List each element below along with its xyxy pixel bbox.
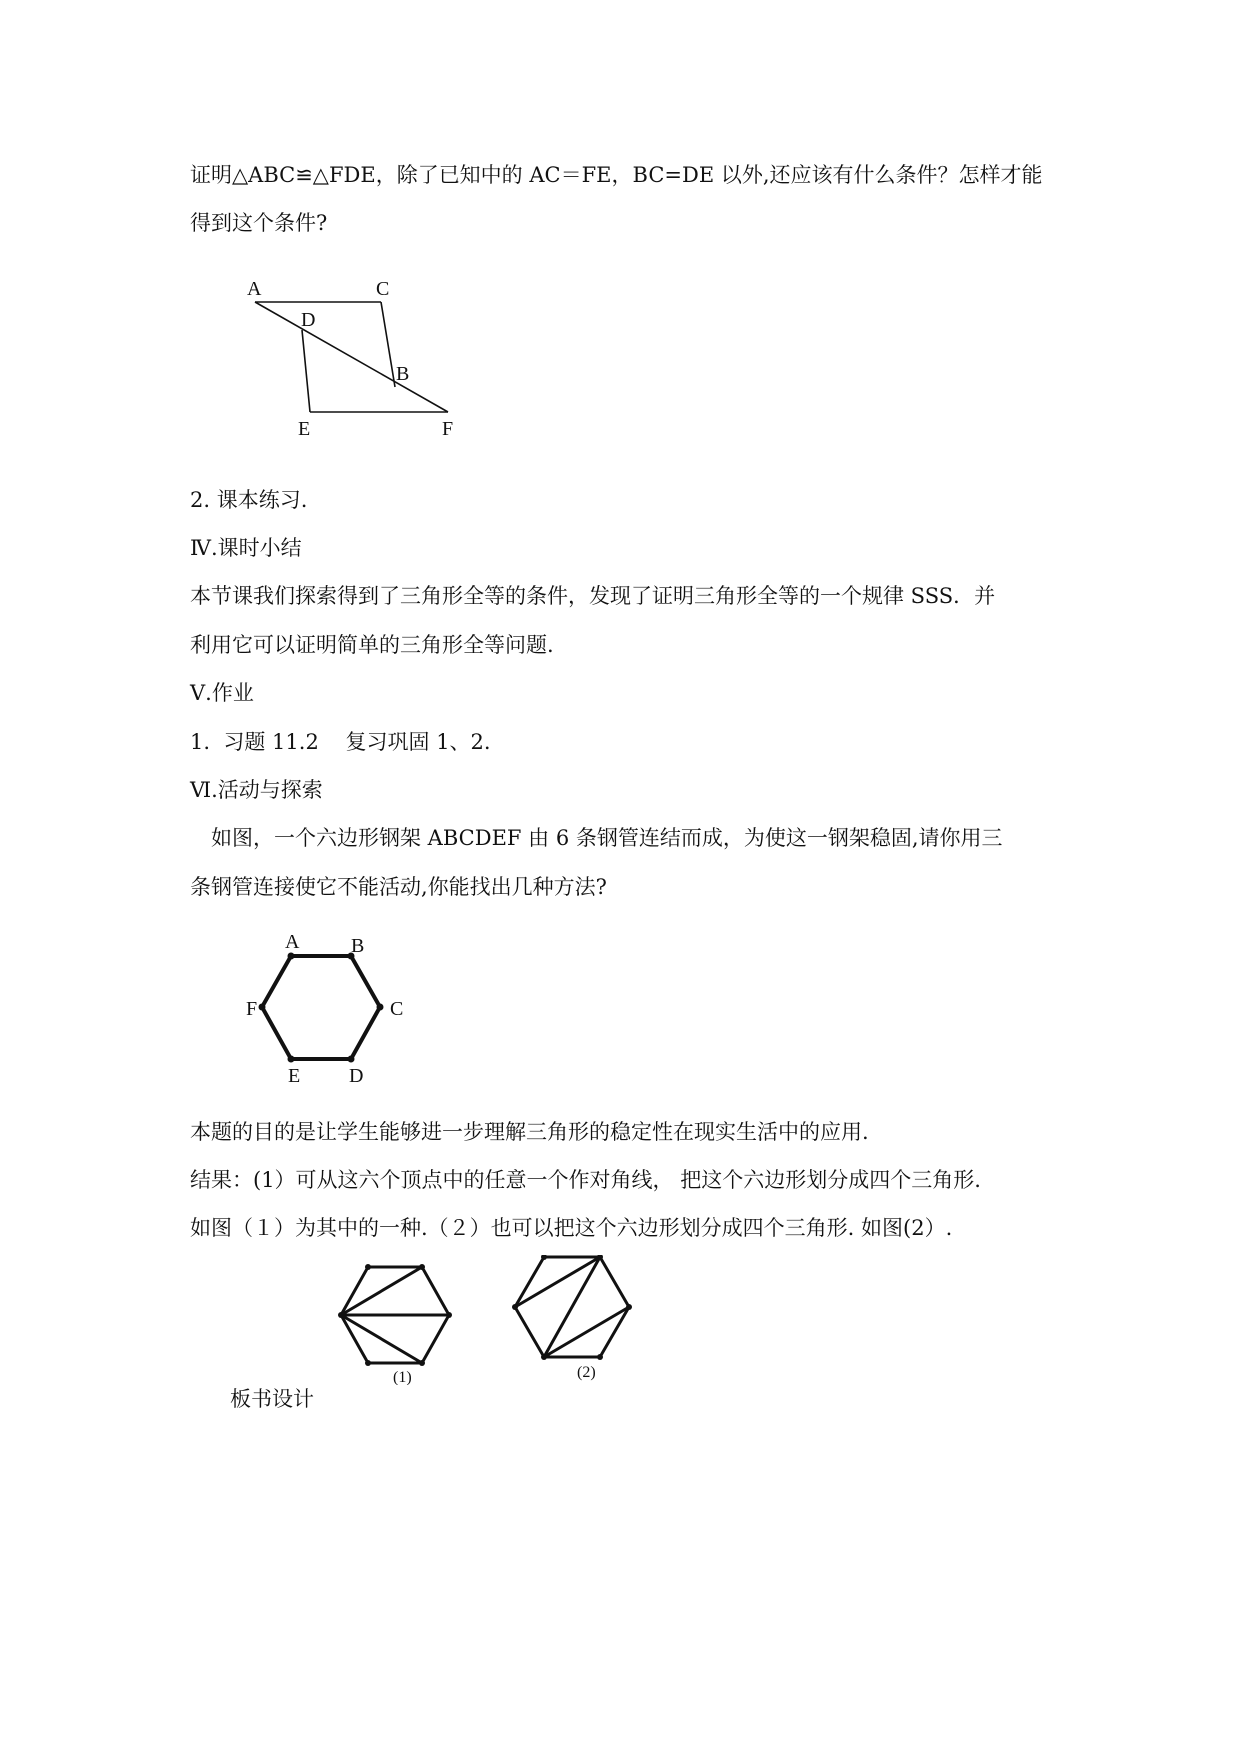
section-4-heading: Ⅳ.课时小结 (190, 536, 302, 560)
section-6-heading: Ⅵ.活动与探索 (190, 778, 323, 802)
hex-label-A: A (285, 931, 300, 953)
hex-label-E: E (288, 1065, 301, 1087)
label-B: B (396, 363, 410, 385)
activity-text-line2: 条钢管连接使它不能活动,你能找出几种方法? (190, 875, 607, 899)
triangulated-hexagons-figure (325, 1255, 670, 1385)
label-D: D (301, 309, 316, 331)
label-E: E (298, 418, 311, 440)
result-line1: 结果：(1）可从这六个顶点中的任意一个作对角线， 把这个六边形划分成四个三角形. (190, 1168, 981, 1192)
hex-label-B: B (351, 935, 365, 957)
hex-label-D: D (349, 1065, 364, 1087)
hexagon-figure (240, 930, 420, 1090)
triangles-figure (230, 270, 470, 450)
label-A: A (247, 278, 262, 300)
section-5-heading: Ⅴ.作业 (190, 681, 254, 705)
result-line2: 如图（１）为其中的一种.（２）也可以把这个六边形划分成四个三角形. 如图(2）. (190, 1216, 953, 1240)
label-C: C (376, 278, 390, 300)
purpose-text: 本题的目的是让学生能够进一步理解三角形的稳定性在现实生活中的应用. (190, 1120, 869, 1144)
hex-label-C: C (390, 998, 404, 1020)
caption-2: (2) (577, 1364, 596, 1381)
problem-text-line1: 证明△ABC≌△FDE，除了已知中的 AC＝FE，BC=DE 以外,还应该有什么条件？怎样才能 (190, 163, 1043, 187)
problem-text-line2: 得到这个条件? (190, 211, 328, 235)
hex-label-F: F (246, 998, 258, 1020)
activity-text-line1: 如图，一个六边形钢架 ABCDEF 由 6 条钢管连结而成，为使这一钢架稳固,请你用三 (190, 826, 1003, 850)
board-design-heading: 板书设计 (230, 1387, 314, 1411)
item-2: 2. 课本练习. (190, 488, 308, 512)
summary-line1: 本节课我们探索得到了三角形全等的条件，发现了证明三角形全等的一个规律 SSS．并 (190, 584, 996, 608)
summary-line2: 利用它可以证明简单的三角形全等问题. (190, 633, 554, 657)
caption-1: (1) (393, 1369, 412, 1385)
homework-item-1: 1. 习题 11.2 复习巩固 1、2. (190, 730, 491, 754)
label-F: F (442, 418, 454, 440)
